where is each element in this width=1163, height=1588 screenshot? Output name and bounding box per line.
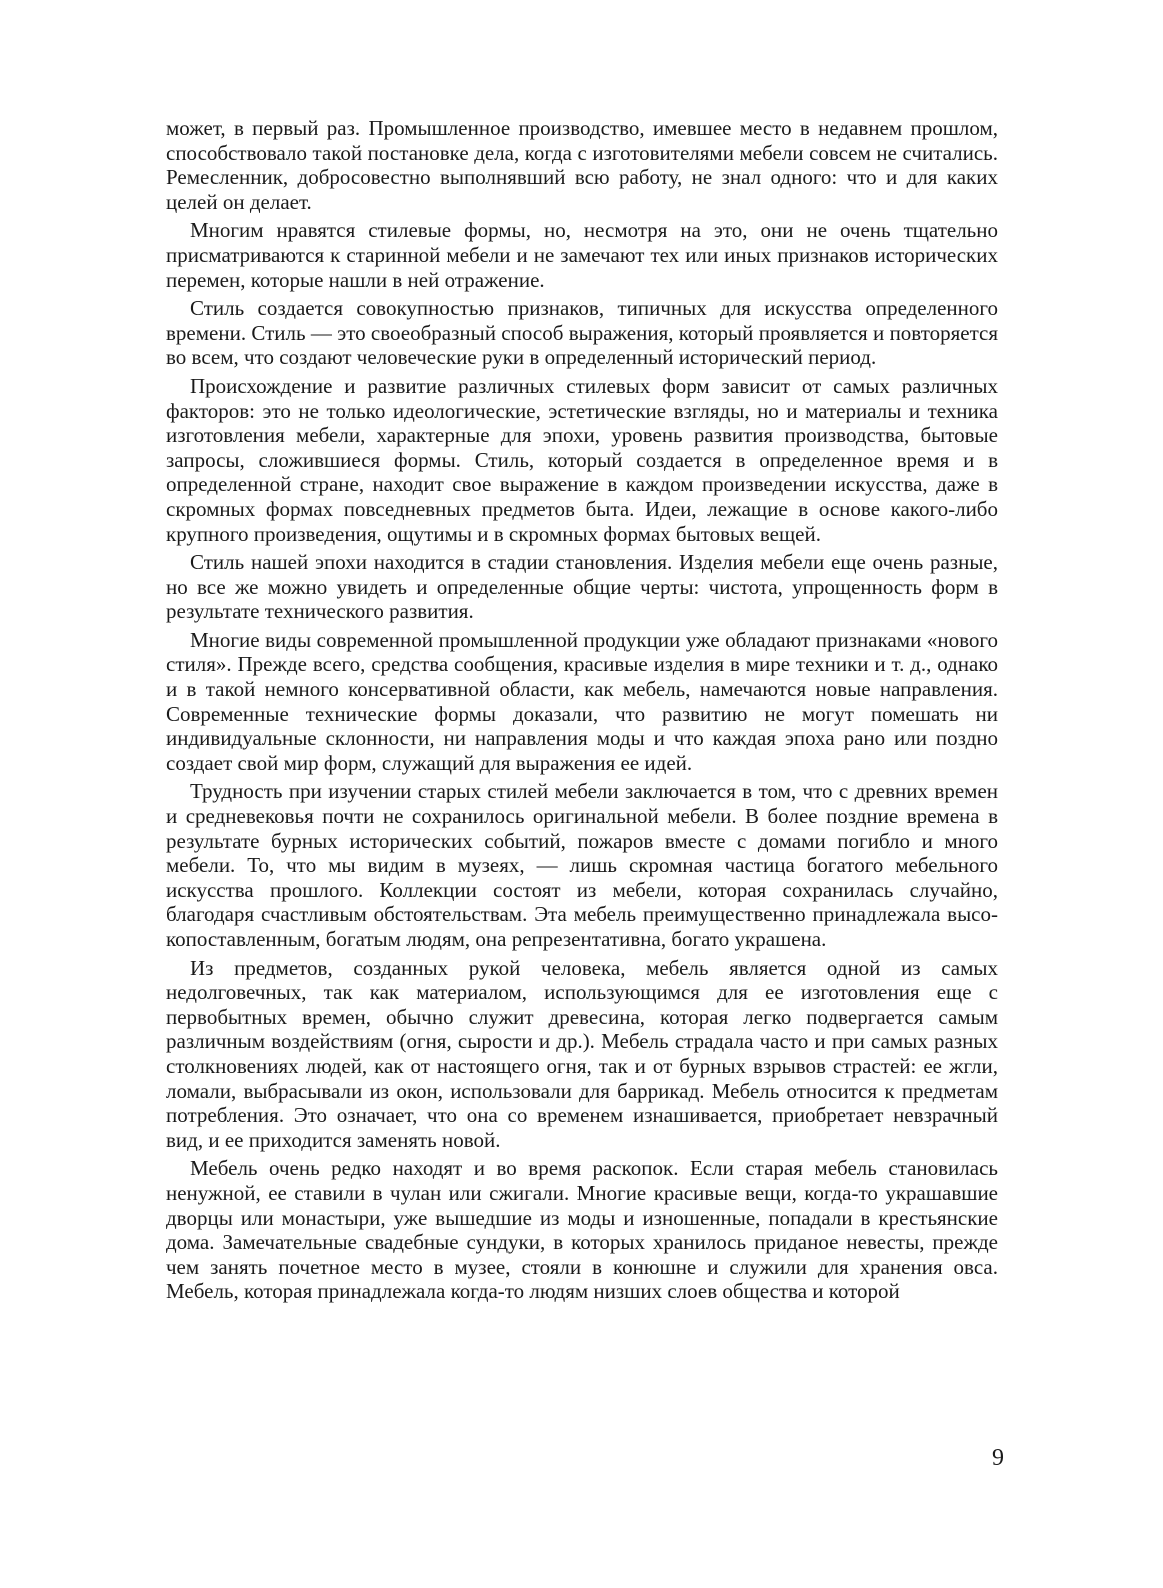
paragraph-study-difficulty: Трудность при изучении старых стилей мебели заключается в том, что с древних времен и средневековья почти не сохранилось оригинальной мебели. В более поздние времена в результате бурных исторических событий, пожаров вместе с домами погибло и много мебели. То, что мы видим в музеях, — лишь скромная частица богатого мебельного искусства прошлого. Коллекции состоят из мебели, которая сохранилась случайно, благодаря счастливым обстоятельствам. Эта мебель преимущественно принадлежала высокопоставленным, богатым людям, она репрезентативна, богато украшена. [166, 779, 998, 951]
body-text [166, 116, 998, 1308]
paragraph-short-lived: Из предметов, созданных рукой человека, мебель является одной из самых недолговечных, так как материалом, использующимся для ее изготовления еще с первобытных времен, обычно служит древесина, которая легко подвергается самым различным воздействиям (огня, сырости и др.). Мебель страдала часто и при самых разных столкновениях людей, как от настоящего огня, так и от бурных взрывов страстей: ее жгли, ломали, выбрасывали из окон, использовали для баррикад. Мебель относится к предметам потребления. Это означает, что она со временем изнашивается, приобретает невзрачный вид, и ее приходится заменять новой. [166, 955, 998, 1152]
paragraph-excavations: Мебель очень редко находят и во время раскопок. Если старая мебель становилась ненужной, ее ставили в чулан или сжигали. Многие красивые вещи, когда-то украшавшие дворцы или монастыри, уже вышедшие из моды и изношенные, попадали в крестьянские дома. Замечательные свадебные сундуки, в которых хранилось приданое невесты, прежде чем занять почетное место в музее, стояли в конюшне и служили для хранения овса. Мебель, которая принадлежала когда-то людям низших слоев общества и которой [166, 1156, 998, 1304]
paragraph-our-epoch: Стиль нашей эпохи находится в стадии становления. Изделия мебели еще очень разные, но все же можно увидеть и определенные общие черты: чистота, упрощенность форм в результате технического развития. [166, 550, 998, 624]
paragraph-continued: может, в первый раз. Промышленное производство, имевшее место в недавнем прошлом, способствовало такой постановке дела, когда с изготовителями мебели совсем не считались. Ремесленник, добросовестно выполнявший всю работу, не знал одного: что и для каких целей он делает. [166, 116, 998, 214]
paragraph-new-style: Многие виды современной промышленной продукции уже обладают признаками «нового стиля». Прежде всего, средства сообщения, красивые изделия в мире техники и т. д., однако и в такой немного консервативной области, как мебель, намечаются новые направления. Современные технические формы доказали, что развитию не могут помешать ни индивидуальные склонности, ни направления моды и что каждая эпоха рано или поздно создает свой мир форм, служащий для выражения ее идей. [166, 627, 998, 775]
paragraph-style-definition: Стиль создается совокупностью признаков, типичных для искусства определенного времени. Стиль — это своеобразный способ выражения, который проявляется и повторяется во всем, что создают человеческие руки в определенный исторический период. [166, 296, 998, 370]
page-number: 9 [992, 1445, 1004, 1471]
paragraph-style-forms: Многим нравятся стилевые формы, но, несмотря на это, они не очень тщательно присматриваются к старинной мебели и не замечают тех или иных признаков исторических перемен, которые нашли в ней отражение. [166, 218, 998, 292]
paragraph-style-origins: Происхождение и развитие различных стилевых форм зависит от самых различных факторов: это не только идеологические, эстетические взгляды, но и материалы и техника изготовления мебели, характерные для эпохи, уровень развития производства, бытовые запросы, сложившиеся формы. Стиль, который создается в определенное время и в определенной стране, находит свое выражение в каждом произведении искусства, даже в скромных формах повседневных предметов быта. Идеи, лежащие в основе какого-либо крупного произведения, ощутимы и в скромных формах бытовых вещей. [166, 373, 998, 546]
